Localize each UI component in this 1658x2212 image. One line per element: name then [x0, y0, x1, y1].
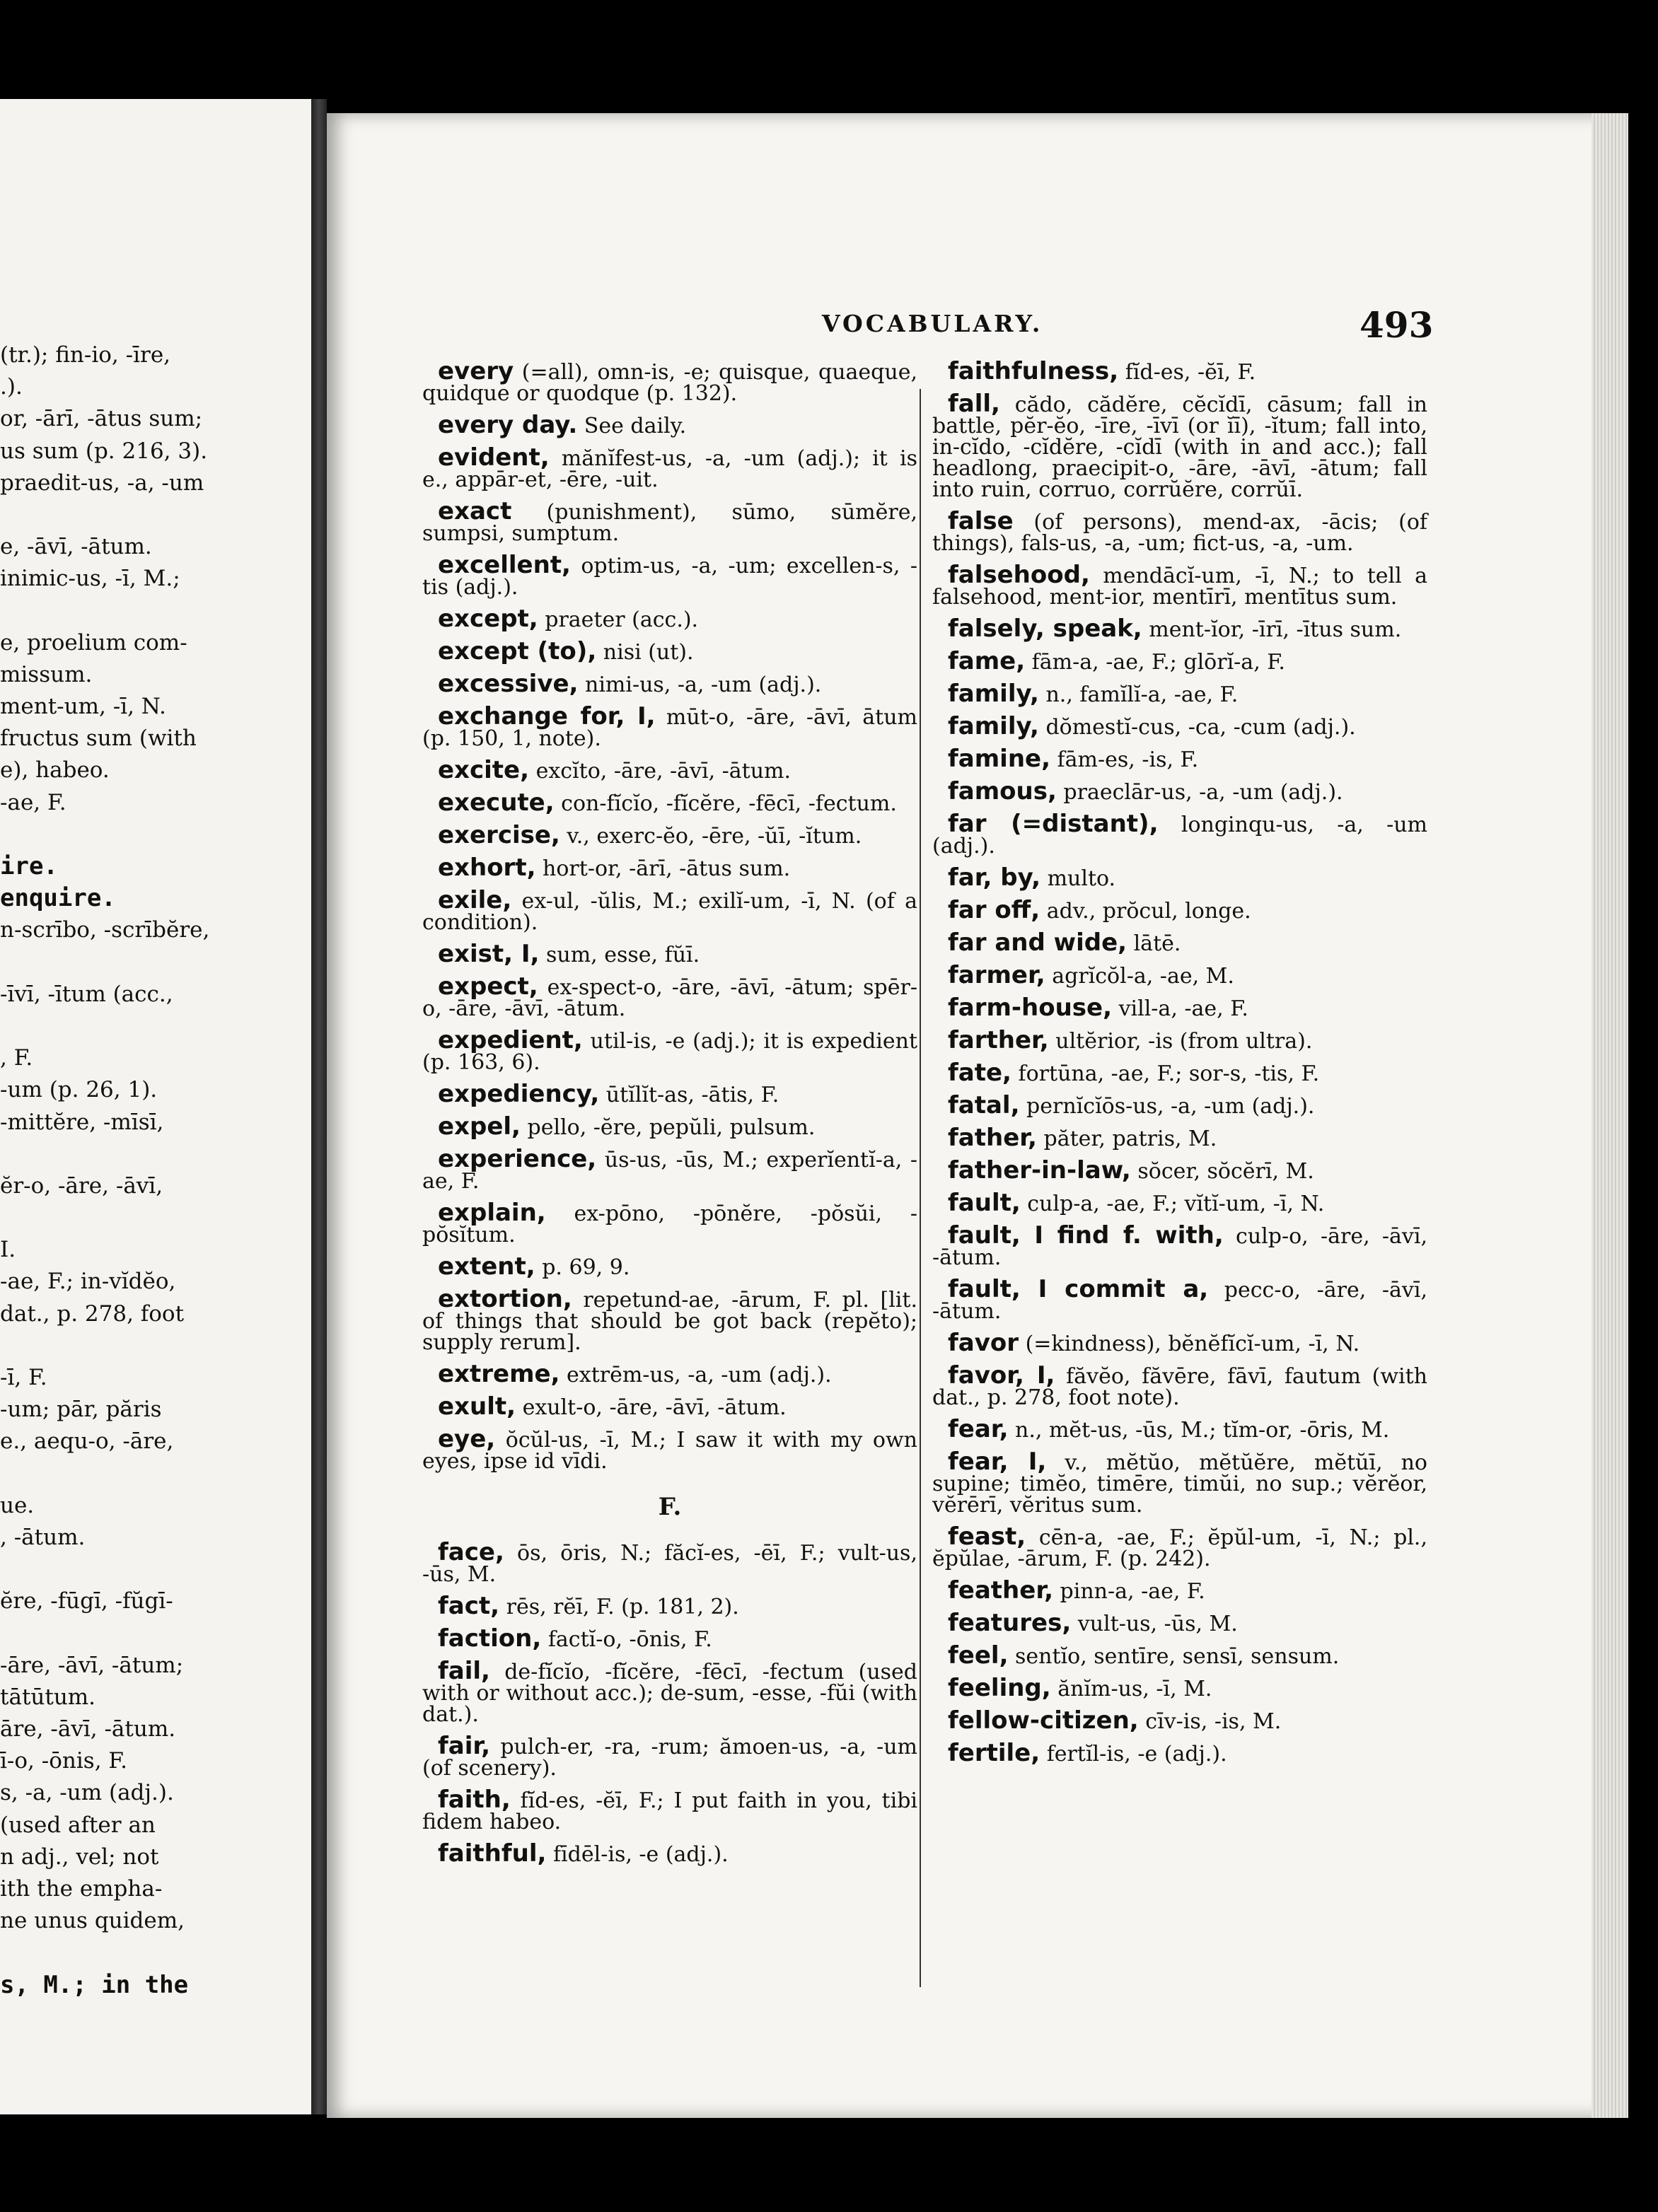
facing-page-line: (tr.); fin-io, -īre,: [0, 342, 171, 368]
headword: exercise,: [438, 821, 560, 849]
definition: agrĭcŏl-a, -ae, M.: [1045, 964, 1234, 989]
headword: extreme,: [438, 1360, 560, 1388]
definition: sŏcer, sŏcĕrī, M.: [1130, 1159, 1314, 1184]
definition: ănĭm-us, -ī, M.: [1050, 1677, 1212, 1701]
headword: feather,: [948, 1576, 1053, 1605]
dictionary-entry: [422, 1786, 917, 1834]
definition: ex-ul, -ŭlis, M.; exilĭ-um, -ī, N. (of a condition).: [422, 889, 917, 935]
facing-page-line: [0, 595, 315, 627]
dictionary-entry: [422, 1624, 917, 1653]
facing-page-line: ire.: [0, 852, 58, 880]
definition: longinqu-us, -a, -um (adj.).: [932, 813, 1427, 858]
dictionary-entry: [422, 1839, 917, 1868]
facing-page-line: ue.: [0, 1492, 35, 1518]
headword: far (=distant),: [948, 810, 1159, 838]
headword: excellent,: [438, 551, 571, 579]
headword: fail,: [438, 1657, 490, 1685]
facing-page-line: I.: [0, 1237, 16, 1263]
definition: cēn-a, -ae, F.; ĕpŭl-um, -ī, N.; pl., ĕpŭlae, -ārum, F. (p. 242).: [932, 1525, 1427, 1571]
facing-page-line: (used after an: [0, 1812, 156, 1838]
facing-page-line: e), habeo.: [0, 757, 110, 784]
headword: expediency,: [438, 1080, 600, 1108]
dictionary-entry: [932, 507, 1427, 556]
dictionary-entry: [422, 821, 917, 849]
definition: făvĕo, făvēre, fāvī, fautum (with dat., p. 278, foot note).: [932, 1364, 1427, 1410]
definition: pello, -ĕre, pepŭli, pulsum.: [520, 1115, 816, 1140]
definition: util-is, -e (adj.); it is expedient (p. 163, 6).: [422, 1029, 917, 1075]
page-edges: [1592, 113, 1628, 2118]
facing-page-line: tātūtum.: [0, 1684, 96, 1710]
dictionary-entry: [932, 1124, 1427, 1152]
definition: pulch-er, -ra, -rum; ămoen-us, -a, -um (of scenery).: [422, 1735, 917, 1781]
definition: mūt-o, -āre, -āvī, ātum (p. 150, 1, note).: [422, 705, 917, 751]
headword: fault, I commit a,: [948, 1275, 1209, 1303]
facing-page-line: ne unus quidem,: [0, 1908, 185, 1934]
facing-page-line: ĕre, -fūgī, -fŭgī-: [0, 1588, 173, 1614]
headword: fact,: [438, 1592, 500, 1620]
dictionary-entry: [422, 551, 917, 600]
definition: (=kindness), bĕnĕfĭcĭ-um, -ī, N.: [1019, 1332, 1360, 1356]
definition: con-fĭcĭo, -fĭcĕre, -fēcī, -fectum.: [554, 791, 897, 816]
headword: father-in-law,: [948, 1156, 1131, 1184]
facing-page-line: .).: [0, 374, 23, 400]
facing-page-line: n adj., vel; not: [0, 1844, 159, 1870]
headword: faction,: [438, 1624, 542, 1653]
definition: mendācĭ-um, -ī, N.; to tell a falsehood, ment-ior, mentīrī, mentītus sum.: [932, 564, 1427, 610]
definition: fām-es, -is, F.: [1050, 747, 1199, 772]
headword: fear,: [948, 1415, 1009, 1443]
dictionary-entry: [932, 1329, 1427, 1357]
headword: execute,: [438, 788, 555, 817]
headword: fellow-citizen,: [948, 1706, 1139, 1735]
dictionary-entry: [422, 637, 917, 665]
definition: pecc-o, -āre, -āvī, -ātum.: [932, 1278, 1427, 1324]
facing-page-line: dat., p. 278, foot: [0, 1300, 185, 1327]
facing-page-line: enquire.: [0, 884, 116, 913]
facing-page-line: inimic-us, -ī, M.;: [0, 566, 180, 592]
headword: feast,: [948, 1523, 1026, 1551]
headword: fault,: [948, 1189, 1021, 1217]
facing-page-line: [0, 1011, 315, 1042]
headword: farmer,: [948, 961, 1045, 989]
dictionary-entry: [422, 1360, 917, 1388]
definition: ŏcŭl-us, -ī, M.; I saw it with my own eyes, ipse id vīdi.: [422, 1428, 917, 1474]
definition: cădo, cădĕre, cĕcĭdī, cāsum; fall in battle, pĕr-ĕo, -īre, -īvī (or ĭī), -ĭtum; fall into, in-cĭdo, -cĭdĕre, -cĭdī (with in and acc.); fall headlong, praecipit-o, -āre, -āvī, -ātum; fall into ruin, corruo, corrŭĕre, corrŭī.: [932, 392, 1427, 502]
facing-page-line: -ae, F.: [0, 789, 66, 815]
headword: exile,: [438, 886, 512, 914]
running-head: VOCABULARY.: [822, 310, 1043, 337]
headword: face,: [438, 1538, 504, 1566]
facing-page-line: -ī, F.: [0, 1365, 47, 1390]
dictionary-entry: [422, 1538, 917, 1587]
headword: expedient,: [438, 1026, 583, 1054]
definition: nimi-us, -a, -um (adj.).: [578, 673, 822, 697]
facing-page-line: [0, 1330, 315, 1362]
dictionary-entry: [422, 1732, 917, 1781]
dictionary-entry: [932, 1415, 1427, 1443]
headword: feeling,: [948, 1674, 1051, 1702]
dictionary-entry: [932, 961, 1427, 989]
headword: favor: [948, 1329, 1019, 1357]
dictionary-entry: [932, 647, 1427, 675]
dictionary-entry: [932, 1361, 1427, 1410]
dictionary-entry: [932, 680, 1427, 708]
headword: experience,: [438, 1145, 597, 1173]
page-number: 493: [1360, 304, 1434, 346]
definition: cīv-is, -is, M.: [1138, 1709, 1282, 1734]
dictionary-entry: [932, 929, 1427, 957]
facing-page-line: fructus sum (with: [0, 726, 197, 752]
dictionary-entry: [932, 1275, 1427, 1324]
definition: fām-a, -ae, F.; glōrĭ-a, F.: [1025, 650, 1285, 675]
headword: except (to),: [438, 637, 597, 665]
definition: optim-us, -a, -um; excellen-s, -tis (adj.).: [422, 554, 917, 600]
dictionary-entry: [932, 1448, 1427, 1518]
facing-page-line: s, -a, -um (adj.).: [0, 1780, 174, 1806]
dictionary-entry: [932, 1156, 1427, 1184]
dictionary-entry: [932, 896, 1427, 924]
headword: extortion,: [438, 1285, 572, 1313]
definition: extrēm-us, -a, -um (adj.).: [560, 1363, 832, 1387]
facing-page-line: praedit-us, -a, -um: [0, 470, 204, 496]
definition: fĭd-es, -ĕī, F.: [1118, 360, 1256, 385]
facing-page-line: -ae, F.; in-vĭdĕo,: [0, 1269, 176, 1295]
definition: ūtĭlĭt-as, -ātis, F.: [599, 1083, 779, 1107]
headword: falsehood,: [948, 561, 1090, 589]
headword: every: [438, 357, 514, 385]
headword: fate,: [948, 1059, 1011, 1087]
definition: mănĭfest-us, -a, -um (adj.); it is e., appār-et, -ēre, -uit.: [422, 446, 917, 492]
dictionary-entry: [422, 854, 917, 882]
dictionary-entry: [932, 1221, 1427, 1270]
dictionary-entry: [422, 1425, 917, 1474]
facing-page-line: n-scrībo, -scrībĕre,: [0, 917, 210, 943]
headword: fall,: [948, 390, 1000, 418]
facing-page-left: [0, 99, 315, 2114]
dictionary-entry: [932, 1739, 1427, 1767]
headword: far and wide,: [948, 929, 1127, 957]
dictionary-entry: [422, 972, 917, 1021]
facing-page-line: [0, 1554, 315, 1585]
definition: păter, patris, M.: [1036, 1127, 1217, 1151]
facing-page-text: [0, 339, 315, 2001]
definition: ūs-us, -ūs, M.; experĭentĭ-a, -ae, F.: [422, 1148, 917, 1194]
dictionary-entry: [422, 1252, 917, 1281]
facing-page-line: , F.: [0, 1045, 33, 1071]
facing-page-line: [0, 1139, 315, 1170]
dictionary-entry: [422, 357, 917, 406]
dictionary-entry: [932, 994, 1427, 1022]
dictionary-entry: [422, 1285, 917, 1355]
headword: farm-house,: [948, 994, 1113, 1022]
definition: praeter (acc.).: [538, 607, 699, 632]
dictionary-entry: [422, 788, 917, 817]
facing-page-line: e., aequ-o, -āre,: [0, 1428, 174, 1455]
facing-page-line: , -ātum.: [0, 1524, 86, 1550]
dictionary-entry: [932, 745, 1427, 773]
dictionary-entry: [932, 1059, 1427, 1087]
definition: (of persons), mend-ax, -ācis; (of things), fals-us, -a, -um; fict-us, -a, -um.: [932, 510, 1427, 556]
facing-page-line: -āre, -āvī, -ātum;: [0, 1652, 184, 1678]
dictionary-entry: [932, 1091, 1427, 1119]
dictionary-entry: [422, 1592, 917, 1620]
headword: faith,: [438, 1786, 511, 1814]
headword: expel,: [438, 1112, 521, 1141]
dictionary-entry: [932, 1523, 1427, 1571]
definition: de-fĭcĭo, -fĭcĕre, -fēcī, -fectum (used with or without acc.); de-sum, -esse, -fŭi (with dat.).: [422, 1660, 917, 1727]
headword: father,: [948, 1124, 1037, 1152]
dictionary-entry: [932, 777, 1427, 805]
dictionary-entry: [932, 357, 1427, 385]
headword: features,: [948, 1609, 1072, 1637]
dictionary-entry: [932, 561, 1427, 610]
facing-page-line: ĕr-o, -āre, -āvī,: [0, 1172, 163, 1199]
headword: falsely, speak,: [948, 615, 1142, 643]
headword: feel,: [948, 1641, 1009, 1670]
headword: fair,: [438, 1732, 491, 1760]
facing-page-line: -mittĕre, -mīsī,: [0, 1109, 164, 1135]
facing-page-line: āre, -āvī, -ātum.: [0, 1716, 176, 1742]
definition: dŏmestĭ-cus, -ca, -cum (adj.).: [1038, 715, 1356, 740]
column-left: [422, 357, 917, 1875]
dictionary-entry: [422, 1657, 917, 1727]
definition: lātē.: [1127, 931, 1181, 956]
definition: fortūna, -ae, F.; sor-s, -tis, F.: [1011, 1061, 1320, 1086]
headword: fault, I find f. with,: [948, 1221, 1224, 1250]
dictionary-entry: [932, 810, 1427, 858]
definition: fertĭl-is, -e (adj.).: [1040, 1742, 1227, 1766]
definition: culp-o, -āre, -āvī, -ātum.: [932, 1224, 1427, 1270]
headword: expect,: [438, 972, 538, 1001]
headword: except,: [438, 605, 538, 633]
definition: ōs, ōris, N.; făcĭ-es, -ēī, F.; vult-us, -ūs, M.: [422, 1541, 917, 1587]
vocabulary-page: [327, 113, 1628, 2118]
headword: family,: [948, 680, 1039, 708]
definition: See daily.: [577, 414, 687, 438]
dictionary-entry: [932, 390, 1427, 502]
definition: pernĭcĭōs-us, -a, -um (adj.).: [1019, 1094, 1315, 1119]
facing-page-line: [0, 947, 315, 979]
headword: far, by,: [948, 863, 1041, 892]
definition: nisi (ut).: [596, 640, 694, 665]
definition: adv., prŏcul, longe.: [1040, 899, 1251, 924]
headword: famous,: [948, 777, 1057, 805]
dictionary-entry: [422, 940, 917, 968]
headword: fame,: [948, 647, 1026, 675]
facing-page-line: -um (p. 26, 1).: [0, 1077, 158, 1103]
dictionary-entry: [932, 1576, 1427, 1605]
definition: factĭ-o, -ōnis, F.: [541, 1627, 712, 1652]
facing-page-line: [0, 819, 315, 851]
headword: exchange for, I,: [438, 702, 656, 730]
dictionary-entry: [422, 605, 917, 633]
definition: repetund-ae, -ārum, F. pl. [lit. of things that should be got back (repĕto); supply rerum].: [422, 1288, 917, 1355]
definition: v., mĕtŭo, mĕtŭĕre, mĕtŭī, no supine; timĕo, timēre, timŭi, no sup.; vĕrĕor, vĕrērī, vĕritus sum.: [932, 1450, 1427, 1518]
definition: culp-a, -ae, F.; vĭtĭ-um, -ī, N.: [1020, 1192, 1325, 1216]
dictionary-entry: [422, 1112, 917, 1141]
headword: fear, I,: [948, 1448, 1047, 1476]
headword: family,: [948, 712, 1039, 740]
facing-page-line: ith the empha-: [0, 1876, 163, 1902]
definition: ex-pōno, -pōnĕre, -pŏsŭi, -pŏsĭtum.: [422, 1201, 917, 1247]
facing-page-line: s, M.; in the: [0, 1970, 189, 1999]
dictionary-entry: [932, 615, 1427, 643]
headword: fertile,: [948, 1739, 1040, 1767]
dictionary-entry: [932, 1674, 1427, 1702]
facing-page-line: e, proelium com-: [0, 629, 187, 656]
headword: explain,: [438, 1199, 546, 1227]
headword: exhort,: [438, 854, 536, 882]
definition: rēs, rĕī, F. (p. 181, 2).: [499, 1595, 739, 1619]
definition: n., famĭlĭ-a, -ae, F.: [1038, 682, 1239, 707]
facing-page-line: e, -āvī, -ātum.: [0, 534, 152, 560]
dictionary-entry: [422, 702, 917, 751]
definition: vill-a, -ae, F.: [1112, 996, 1248, 1021]
headword: faithfulness,: [948, 357, 1119, 385]
column-right: [932, 357, 1427, 1775]
headword: farther,: [948, 1026, 1049, 1054]
dictionary-entry: [422, 756, 917, 784]
dictionary-entry: [932, 1609, 1427, 1637]
definition: exult-o, -āre, -āvī, -ātum.: [516, 1395, 787, 1420]
definition: ultĕrior, -is (from ultra).: [1048, 1029, 1313, 1054]
dictionary-entry: [422, 497, 917, 546]
definition: p. 69, 9.: [535, 1255, 630, 1280]
headword: false: [948, 507, 1014, 535]
dictionary-entry: [932, 1189, 1427, 1217]
headword: extent,: [438, 1252, 535, 1281]
headword: excite,: [438, 756, 530, 784]
facing-page-line: -um; pār, păris: [0, 1397, 162, 1423]
headword: far off,: [948, 896, 1040, 924]
headword: favor, I,: [948, 1361, 1055, 1390]
headword: eye,: [438, 1425, 496, 1453]
dictionary-entry: [422, 1199, 917, 1247]
dictionary-entry: [422, 411, 917, 439]
dictionary-entry: [422, 443, 917, 492]
facing-page-line: ī-o, -ōnis, F.: [0, 1748, 127, 1774]
definition: fīdēl-is, -e (adj.).: [546, 1842, 729, 1867]
headword: exact: [438, 497, 512, 525]
dictionary-entry: [422, 1080, 917, 1108]
definition: praeclār-us, -a, -um (adj.).: [1056, 780, 1343, 805]
definition: vult-us, -ūs, M.: [1071, 1612, 1238, 1636]
definition: (=all), omn-is, -e; quisque, quaeque, quidque or quodque (p. 132).: [422, 360, 917, 406]
dictionary-entry: [932, 1706, 1427, 1735]
facing-page-line: [0, 1618, 315, 1650]
definition: sum, esse, fŭī.: [539, 943, 700, 967]
headword: every day.: [438, 411, 578, 439]
definition: ment-ĭor, -īrī, -ītus sum.: [1142, 617, 1402, 642]
definition: excĭto, -āre, -āvī, -ātum.: [529, 759, 792, 784]
dictionary-entry: [932, 863, 1427, 892]
column-divider: [920, 389, 921, 1987]
definition: fĭd-es, -ĕī, F.; I put faith in you, tibi fidem habeo.: [422, 1788, 917, 1834]
headword: exist, I,: [438, 940, 540, 968]
headword: fatal,: [948, 1091, 1020, 1119]
headword: famine,: [948, 745, 1050, 773]
definition: pinn-a, -ae, F.: [1053, 1579, 1205, 1604]
facing-page-line: ment-um, -ī, N.: [0, 694, 166, 720]
facing-page-line: or, -ārī, -ātus sum;: [0, 406, 203, 432]
book-gutter: [311, 99, 327, 2114]
headword: evident,: [438, 443, 550, 472]
facing-page-line: us sum (p. 216, 3).: [0, 438, 208, 464]
facing-page-line: [0, 499, 315, 531]
dictionary-entry: [422, 886, 917, 935]
definition: multo.: [1040, 866, 1116, 891]
headword: excessive,: [438, 670, 579, 698]
facing-page-line: missum.: [0, 661, 93, 687]
definition: hort-or, -ārī, -ātus sum.: [535, 856, 791, 881]
dictionary-entry: [422, 1392, 917, 1421]
headword: faithful,: [438, 1839, 547, 1868]
dictionary-entry: [422, 1145, 917, 1194]
definition: (punishment), sūmo, sūmĕre, sumpsi, sumptum.: [422, 500, 917, 546]
dictionary-entry: [422, 670, 917, 698]
dictionary-entry: [932, 712, 1427, 740]
letter-section-heading: F.: [658, 1493, 682, 1521]
facing-page-line: [0, 1202, 315, 1234]
headword: exult,: [438, 1392, 516, 1421]
definition: sentĭo, sentīre, sensī, sensum.: [1008, 1644, 1340, 1669]
definition: v., exerc-ĕo, -ēre, -ŭī, -ĭtum.: [560, 824, 862, 849]
dictionary-entry: [932, 1641, 1427, 1670]
facing-page-line: -īvī, -ītum (acc.,: [0, 981, 173, 1007]
facing-page-line: [0, 1458, 315, 1490]
definition: n., mĕt-us, -ūs, M.; tĭm-or, -ōris, M.: [1008, 1418, 1390, 1443]
dictionary-entry: [422, 1026, 917, 1075]
dictionary-entry: [932, 1026, 1427, 1054]
definition: ex-spect-o, -āre, -āvī, -ātum; spēr-o, -āre, -āvī, -ātum.: [422, 975, 917, 1021]
facing-page-line: [0, 1937, 315, 1969]
